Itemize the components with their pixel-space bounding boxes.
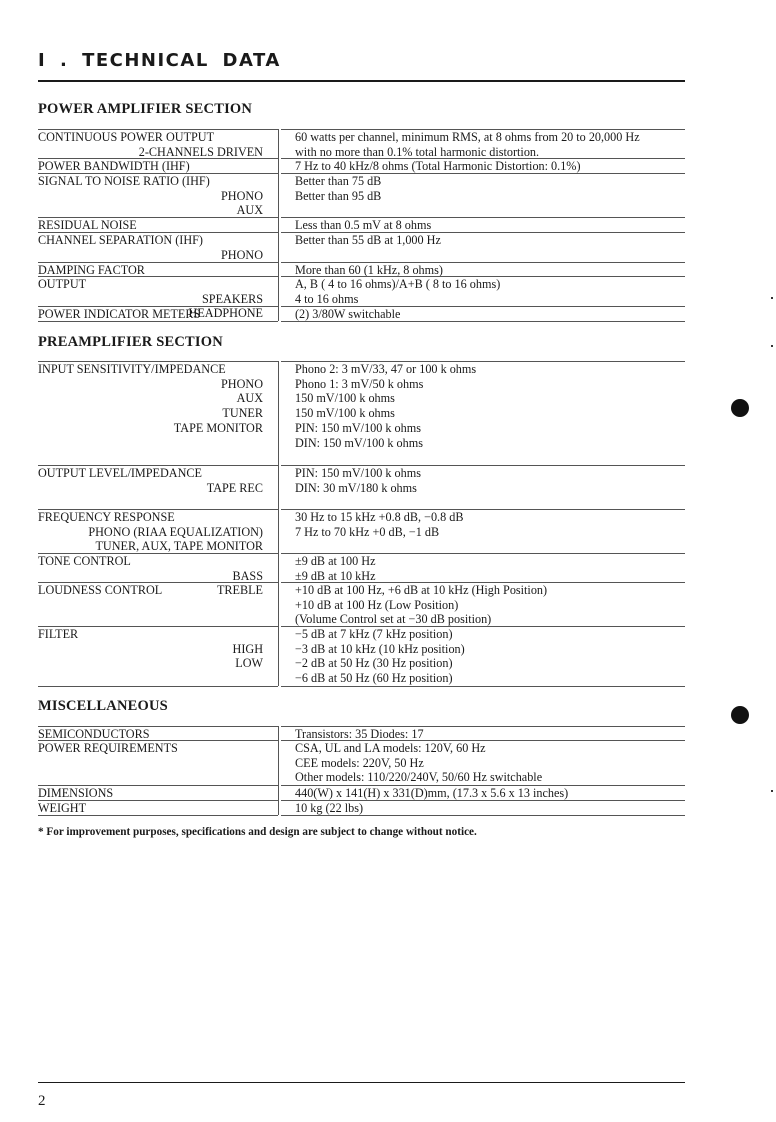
spec-label: WEIGHT bbox=[38, 801, 87, 815]
spec-value: Better than 95 dB bbox=[295, 188, 382, 203]
section-heading: POWER AMPLIFIER SECTION bbox=[38, 101, 253, 117]
spec-label: POWER INDICATOR METERS bbox=[38, 307, 201, 321]
footer-rule bbox=[38, 1082, 685, 1083]
spec-value: (2) 3/80W switchable bbox=[295, 307, 401, 321]
punch-hole-mark bbox=[731, 399, 749, 417]
spec-label: FREQUENCY RESPONSE bbox=[38, 510, 175, 524]
spec-value: 440(W) x 141(H) x 331(D)mm, (17.3 x 5.6 x 13 inches) bbox=[295, 786, 569, 800]
spec-label: POWER REQUIREMENTS bbox=[38, 741, 178, 755]
spec-label: DAMPING FACTOR bbox=[38, 263, 145, 277]
spec-value: Better than 55 dB at 1,000 Hz bbox=[295, 233, 441, 247]
spec-sublabel: TUNER, AUX, TAPE MONITOR bbox=[95, 539, 263, 554]
spec-label: SIGNAL TO NOISE RATIO (IHF) bbox=[38, 174, 210, 188]
spec-label: DIMENSIONS bbox=[38, 786, 114, 800]
footnote: * For improvement purposes, specifications and design are subject to change without notice. bbox=[38, 826, 477, 838]
spec-sublabel: PHONO (RIAA EQUALIZATION) bbox=[88, 524, 263, 539]
spec-label: LOUDNESS CONTROL bbox=[38, 583, 163, 597]
spec-label: FILTER bbox=[38, 627, 79, 641]
spec-sublabel: TREBLE bbox=[216, 583, 263, 598]
spec-value: −3 dB at 10 kHz (10 kHz position) bbox=[295, 641, 465, 656]
section-heading: PREAMPLIFIER SECTION bbox=[38, 334, 223, 350]
scan-speck bbox=[771, 790, 773, 792]
spec-value: DIN: 150 mV/100 k ohms bbox=[295, 435, 423, 450]
page-title: I . TECHNICAL DATA bbox=[38, 50, 281, 71]
section-bottom-rule bbox=[38, 815, 278, 816]
spec-value: 4 to 16 ohms bbox=[295, 291, 359, 306]
spec-value: CSA, UL and LA models: 120V, 60 Hz bbox=[295, 741, 486, 755]
spec-sublabel: PHONO bbox=[221, 247, 263, 262]
spec-value: 150 mV/100 k ohms bbox=[295, 406, 395, 421]
column-divider bbox=[278, 361, 279, 686]
spec-value: ±9 dB at 100 Hz bbox=[295, 554, 376, 568]
spec-value: PIN: 150 mV/100 k ohms bbox=[295, 420, 421, 435]
spec-sublabel: AUX bbox=[236, 203, 263, 218]
spec-sublabel: TUNER bbox=[222, 406, 263, 421]
spec-sublabel: PHONO bbox=[221, 376, 263, 391]
spec-label: CONTINUOUS POWER OUTPUT bbox=[38, 130, 215, 144]
spec-value: 60 watts per channel, minimum RMS, at 8 ohms from 20 to 20,000 Hz bbox=[295, 130, 640, 144]
spec-value: +10 dB at 100 Hz (Low Position) bbox=[295, 597, 459, 612]
spec-sublabel: SPEAKERS bbox=[202, 291, 263, 306]
spec-value: 7 Hz to 40 kHz/8 ohms (Total Harmonic Distortion: 0.1%) bbox=[295, 159, 581, 173]
spec-label: RESIDUAL NOISE bbox=[38, 218, 137, 232]
spec-value: Other models: 110/220/240V, 50/60 Hz switchable bbox=[295, 770, 543, 785]
spec-sublabel: AUX bbox=[236, 391, 263, 406]
spec-value: −5 dB at 7 kHz (7 kHz position) bbox=[295, 627, 453, 641]
spec-value: 30 Hz to 15 kHz +0.8 dB, −0.8 dB bbox=[295, 510, 464, 524]
spec-sublabel: LOW bbox=[235, 656, 263, 671]
spec-sublabel: 2-CHANNELS DRIVEN bbox=[138, 144, 263, 159]
column-divider bbox=[278, 129, 279, 321]
spec-label: OUTPUT LEVEL/IMPEDANCE bbox=[38, 466, 202, 480]
title-rule bbox=[38, 80, 685, 82]
spec-label: POWER BANDWIDTH (IHF) bbox=[38, 159, 190, 173]
spec-value: −6 dB at 50 Hz (60 Hz position) bbox=[295, 671, 453, 686]
spec-label: SEMICONDUCTORS bbox=[38, 727, 150, 741]
section-bottom-rule bbox=[281, 321, 685, 322]
spec-value: 7 Hz to 70 kHz +0 dB, −1 dB bbox=[295, 524, 440, 539]
spec-sublabel: BASS bbox=[232, 568, 263, 583]
spec-value: Better than 75 dB bbox=[295, 174, 382, 188]
section-bottom-rule bbox=[281, 686, 685, 687]
spec-value: Phono 1: 3 mV/50 k ohms bbox=[295, 376, 424, 391]
spec-sublabel: HEADPHONE bbox=[188, 306, 263, 321]
spec-value: 10 kg (22 lbs) bbox=[295, 801, 364, 815]
spec-label: OUTPUT bbox=[38, 277, 87, 291]
spec-value: with no more than 0.1% total harmonic distortion. bbox=[295, 144, 540, 159]
scan-speck bbox=[771, 345, 773, 347]
spec-value: A, B ( 4 to 16 ohms)/A+B ( 8 to 16 ohms) bbox=[295, 277, 501, 291]
spec-value: +10 dB at 100 Hz, +6 dB at 10 kHz (High Position) bbox=[295, 583, 548, 597]
spec-value: More than 60 (1 kHz, 8 ohms) bbox=[295, 263, 443, 277]
spec-value: (Volume Control set at −30 dB position) bbox=[295, 612, 492, 627]
section-bottom-rule bbox=[38, 686, 278, 687]
spec-sublabel: TAPE MONITOR bbox=[173, 420, 263, 435]
spec-value: −2 dB at 50 Hz (30 Hz position) bbox=[295, 656, 453, 671]
spec-sublabel: HIGH bbox=[232, 641, 263, 656]
spec-value: ±9 dB at 10 kHz bbox=[295, 568, 376, 583]
spec-value: Transistors: 35 Diodes: 17 bbox=[295, 727, 424, 741]
spec-label: CHANNEL SEPARATION (IHF) bbox=[38, 233, 203, 247]
spec-label: TONE CONTROL bbox=[38, 554, 131, 568]
page-number: 2 bbox=[38, 1093, 46, 1109]
spec-label: INPUT SENSITIVITY/IMPEDANCE bbox=[38, 362, 226, 376]
scan-speck bbox=[771, 297, 773, 299]
section-bottom-rule bbox=[38, 321, 278, 322]
spec-value: Less than 0.5 mV at 8 ohms bbox=[295, 218, 432, 232]
spec-value: PIN: 150 mV/100 k ohms bbox=[295, 466, 421, 480]
section-bottom-rule bbox=[281, 815, 685, 816]
spec-value: Phono 2: 3 mV/33, 47 or 100 k ohms bbox=[295, 362, 477, 376]
punch-hole-mark bbox=[731, 706, 749, 724]
spec-value: CEE models: 220V, 50 Hz bbox=[295, 755, 424, 770]
column-divider bbox=[278, 726, 279, 815]
spec-sublabel: PHONO bbox=[221, 188, 263, 203]
spec-sublabel: TAPE REC bbox=[206, 480, 263, 495]
spec-value: 150 mV/100 k ohms bbox=[295, 391, 395, 406]
spec-value: DIN: 30 mV/180 k ohms bbox=[295, 480, 417, 495]
section-heading: MISCELLANEOUS bbox=[38, 698, 168, 714]
